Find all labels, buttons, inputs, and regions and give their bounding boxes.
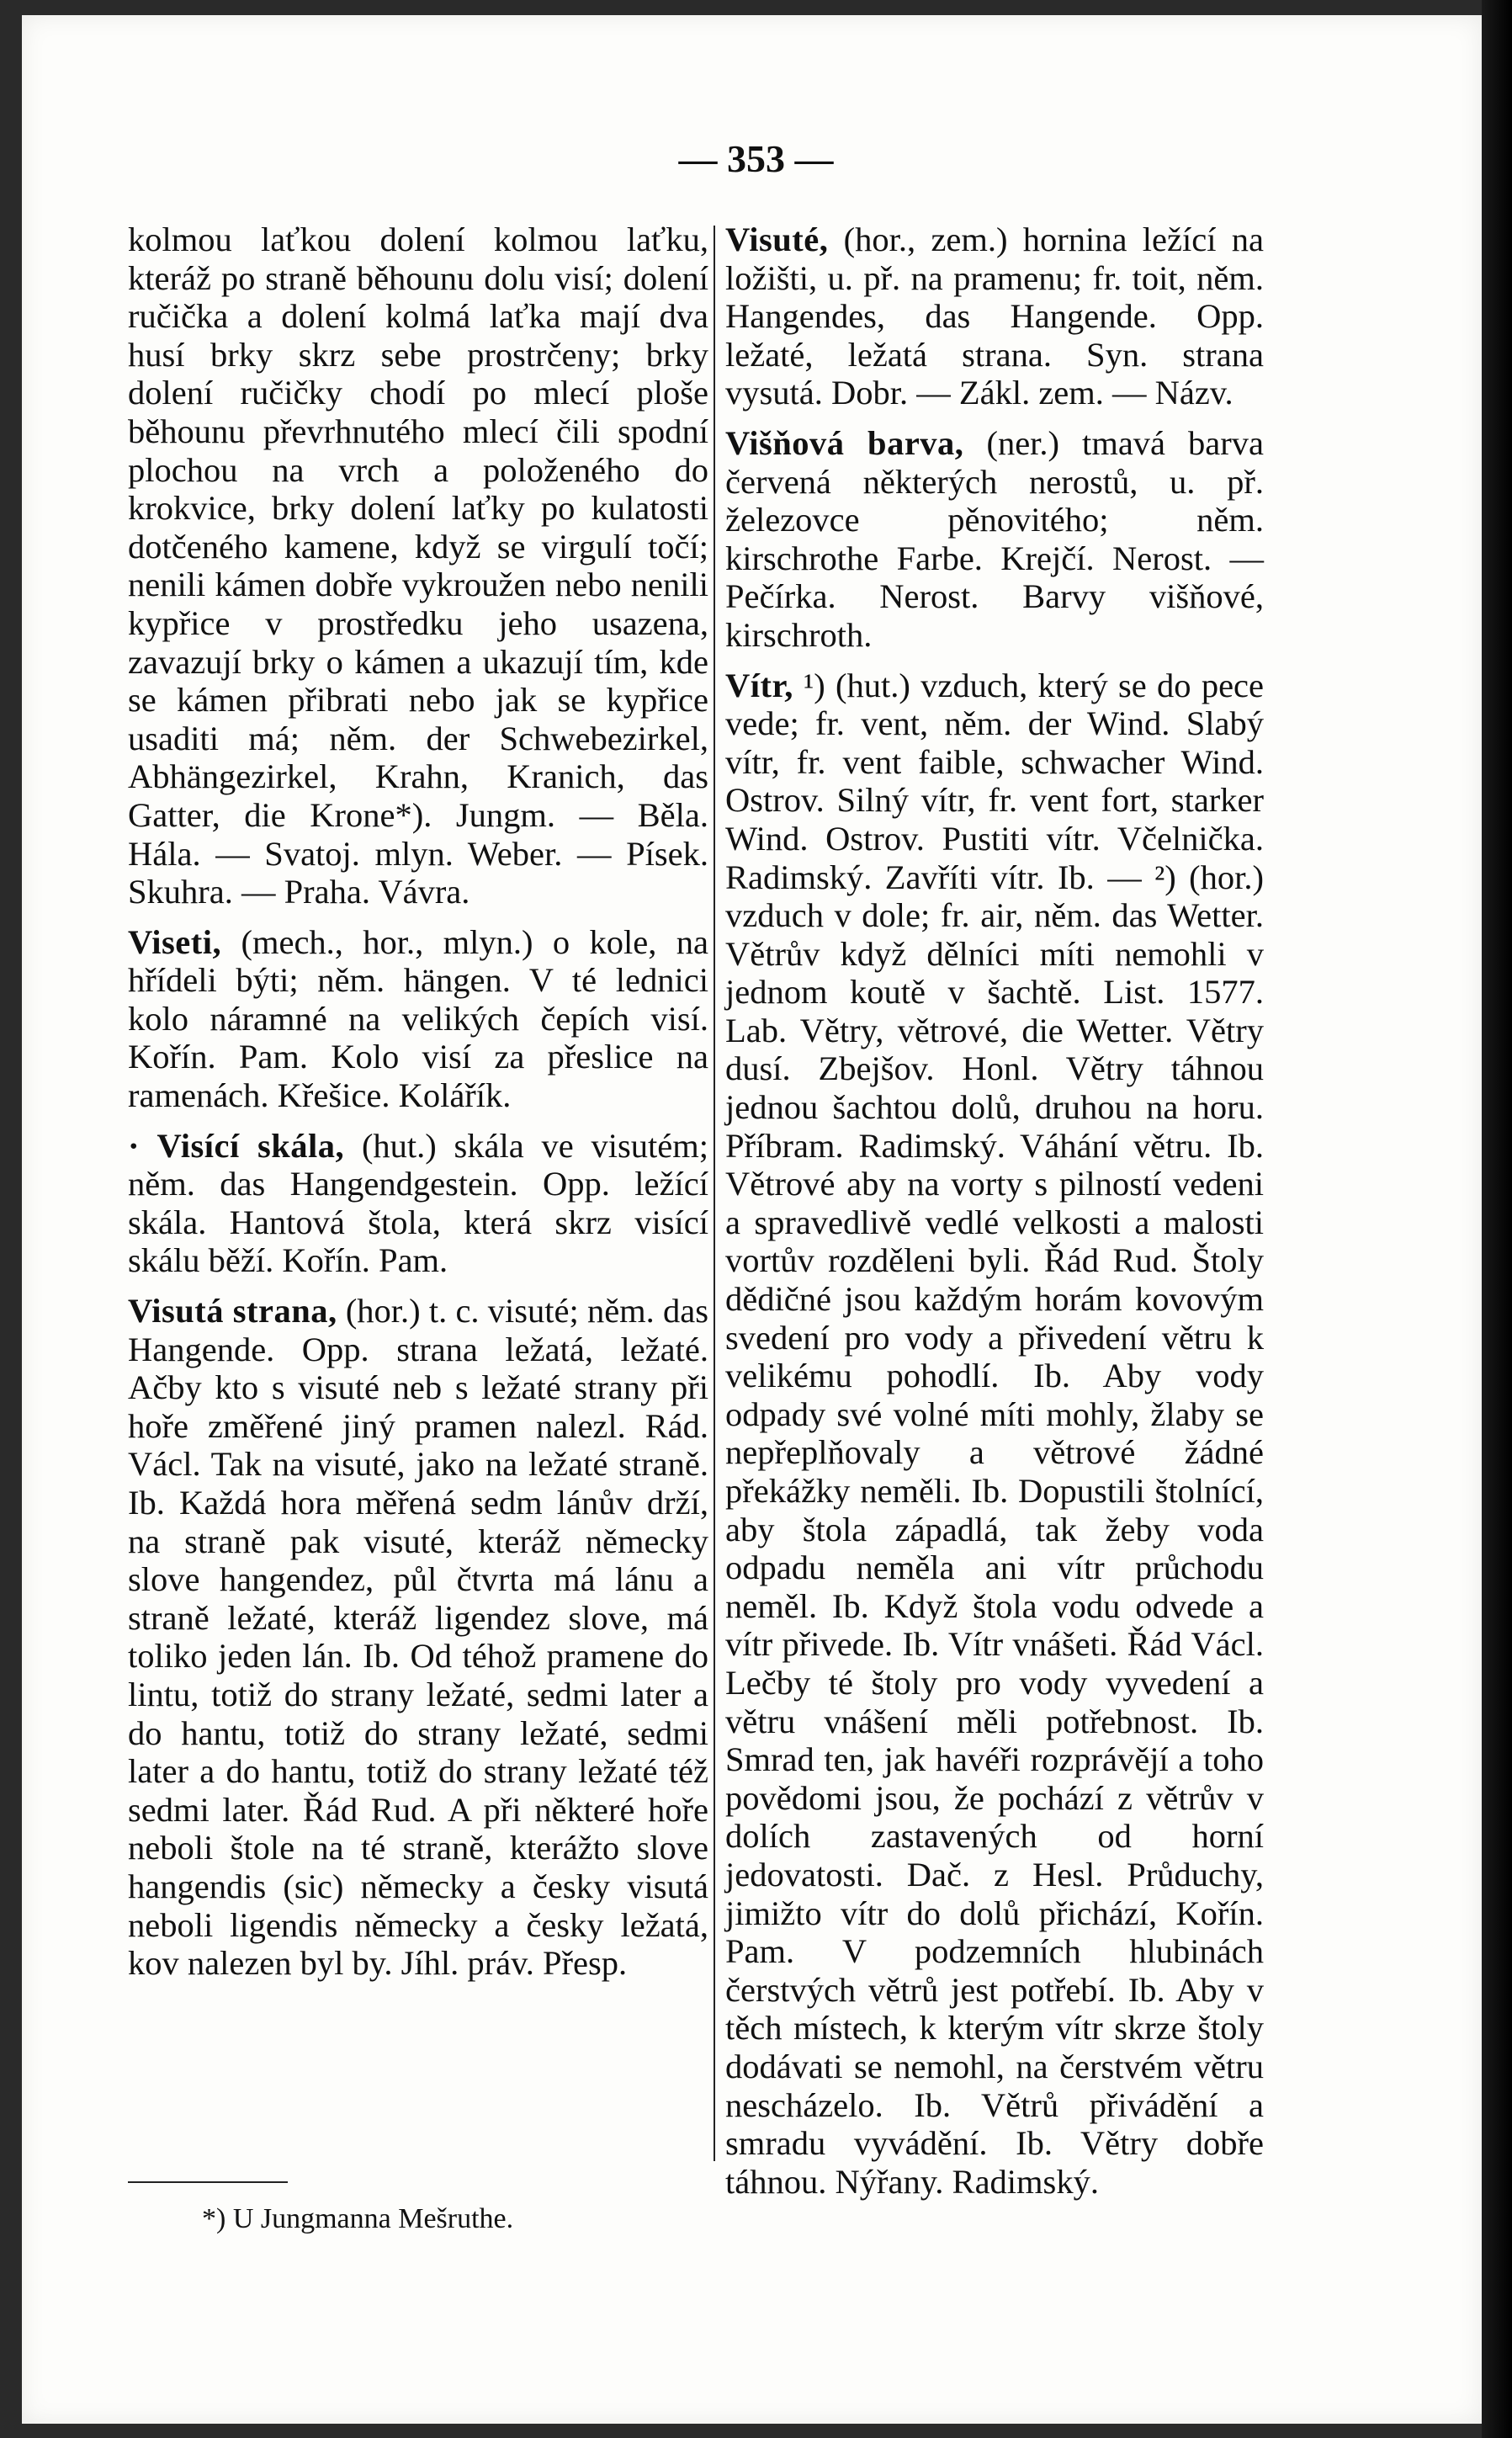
entry-visici-skala <box>128 1127 708 1280</box>
column-divider <box>714 226 715 2161</box>
entry-headword: Visuté, <box>725 220 829 258</box>
entry-viseti <box>128 923 708 1115</box>
entry-headword: Vítr, <box>725 666 793 704</box>
footnote-rule <box>128 2181 288 2183</box>
entry-text: (hor., zem.) hornina ležící na ložišti, u. př. na pramenu; fr. toit, něm. Hangendes, das Hangende. Opp. ležaté, ležatá strana. Syn. strana vysutá. Dobr. — Zákl. zem. — Názv. <box>725 220 1264 412</box>
entry-visuta-strana <box>128 1292 708 1983</box>
entry-headword: Viseti, <box>128 922 222 961</box>
entry-headword: · Visící skála, <box>128 1126 345 1165</box>
entry-headword: Višňová barva, <box>725 423 964 462</box>
footnote: *) U Jungmanna Mešruthe. <box>202 2203 514 2234</box>
scan-edge-shadow <box>1482 0 1512 2438</box>
entry-text: kolmou laťkou dolení kolmou laťku, kteráž po straně běhounu dolu visí; dolení ručička a dolení kolmá laťka mají dva husí brky skrz sebe prostrčeny; brky dolení ručičky chodí po mlecí ploše běhounu převrhnutého mlecí čili spodní plochou na vrch a položeného do krokvice, brky dolení laťky po kulatosti dotčeného kamene, když se virgulí točí; nenili kámen dobře vykroužen nebo nenili kypřice v prostředku jeho usazena, zavazují brky o kámen a ukazují tím, kde se kámen přibrati nebo jak se kypřice usaditi má; něm. der Schwebezirkel, Abhängezirkel, Krahn, Kranich, das Gatter, die Krone*). Jungm. — Běla. Hála. — Svatoj. mlyn. Weber. — Písek. Skuhra. — Praha. Vávra. <box>128 220 708 911</box>
left-column <box>128 220 708 1994</box>
entry-text: (hor.) t. c. visuté; něm. das Hangende. Opp. strana ležatá, ležaté. Ačby kto s visuté neb s ležaté strany při hoře změřené jiný pramen nalezl. Rád. Václ. Tak na visuté, jako na ležaté straně. Ib. Každá hora měřená sedm lánův drží, na straně pak visuté, kteráž německy slove hangendez, půl čtvrta má lánu a straně ležaté, kteráž ligendez slove, má toliko jeden lán. Ib. Od téhož pramene do lintu, totiž do strany ležaté, sedmi later a do hantu, totiž do strany ležaté, sedmi later a do hantu, totiž do strany ležaté též sedmi later. Řád Rud. A při některé hoře neboli štole na té straně, kterážto slove hangendis (sic) německy a česky visutá neboli ligendis německy a česky ležatá, kov nalezen byl by. Jíhl. práv. Přesp. <box>128 1292 708 1983</box>
page-number: — 353 — <box>678 137 834 180</box>
entry-vitr <box>725 667 1264 2202</box>
right-column <box>725 220 1264 2212</box>
entry-continuation <box>128 220 708 911</box>
entry-visnova-barva <box>725 424 1264 655</box>
entry-headword: Visutá strana, <box>128 1292 337 1331</box>
entry-text: (ner.) tmavá barva červená některých nerostů, u. př. železovce pěnovitého; něm. kirschrothe Farbe. Krejčí. Nerost. — Pečírka. Nerost. Barvy višňové, kirschroth. <box>725 423 1264 654</box>
entry-text: ¹) (hut.) vzduch, který se do pece vede; fr. vent, něm. der Wind. Slabý vítr, fr. vent faible, schwacher Wind. Ostrov. Silný vítr, fr. vent fort, starker Wind. Ostrov. Pustiti vítr. Včelnička. Radimský. Zavříti vítr. Ib. — ²) (hor.) vzduch v dole; fr. air, něm. das Wetter. Větrův když dělníci míti nemohli v jednom koutě v šachtě. List. 1577. Lab. Větry, větrové, die Wetter. Větry dusí. Zbejšov. Honl. Větry táhnou jednou šachtou dolů, druhou na horu. Příbram. Radimský. Váhání větru. Ib. Větrové aby na vorty s pilností vedeni a spravedlivě vedlé velkosti a malosti vortův rozděleni byli. Řád Rud. Štoly dědičné jsou každým horám kovovým svedení pro vody a přivedení větru k velikému pohodlí. Ib. Aby vody odpady své volné míti mohly, žlaby se nepřeplňovaly a větrové žádné překážky neměli. Ib. Dopustili štolnící, aby štola západlá, tak žeby voda odpadu neměla ani vítr průchodu neměl. Ib. Když štola vodu odvede a vítr přivede. Ib. Vítr vnášeti. Řád Václ. Lečby té štoly pro vody vyvedení a větru vnášení měli potřebnost. Ib. Smrad ten, jak havéři rozprávějí a toho povědomi jsou, že pochází z větrův v dolích zastavených od horní jedovatosti. Dač. z Hesl. Průduchy, jimižto vítr do dolů přichází, Kořín. Pam. V podzemních hlubinách čerstvých větrů jest potřebí. Ib. Aby v těch místech, k kterým vítr skrze štoly dodávati se nemohl, na čerstvém větru nescházelo. Ib. Větrů přivádění a smradu vyvádění. Ib. Větry dobře táhnou. Nýřany. Radimský. <box>725 666 1264 2201</box>
entry-visute <box>725 220 1264 412</box>
entry-text: (mech., hor., mlyn.) o kole, na hřídeli býti; něm. hängen. V té lednici kolo náramné na velikých čepích visí. Kořín. Pam. Kolo visí za přeslice na ramenách. Křešice. Kolářík. <box>128 922 708 1115</box>
entry-text: (hut.) skála ve visutém; něm. das Hangendgestein. Opp. ležící skála. Hantová štola, která skrz visící skálu běží. Kořín. Pam. <box>128 1126 708 1280</box>
